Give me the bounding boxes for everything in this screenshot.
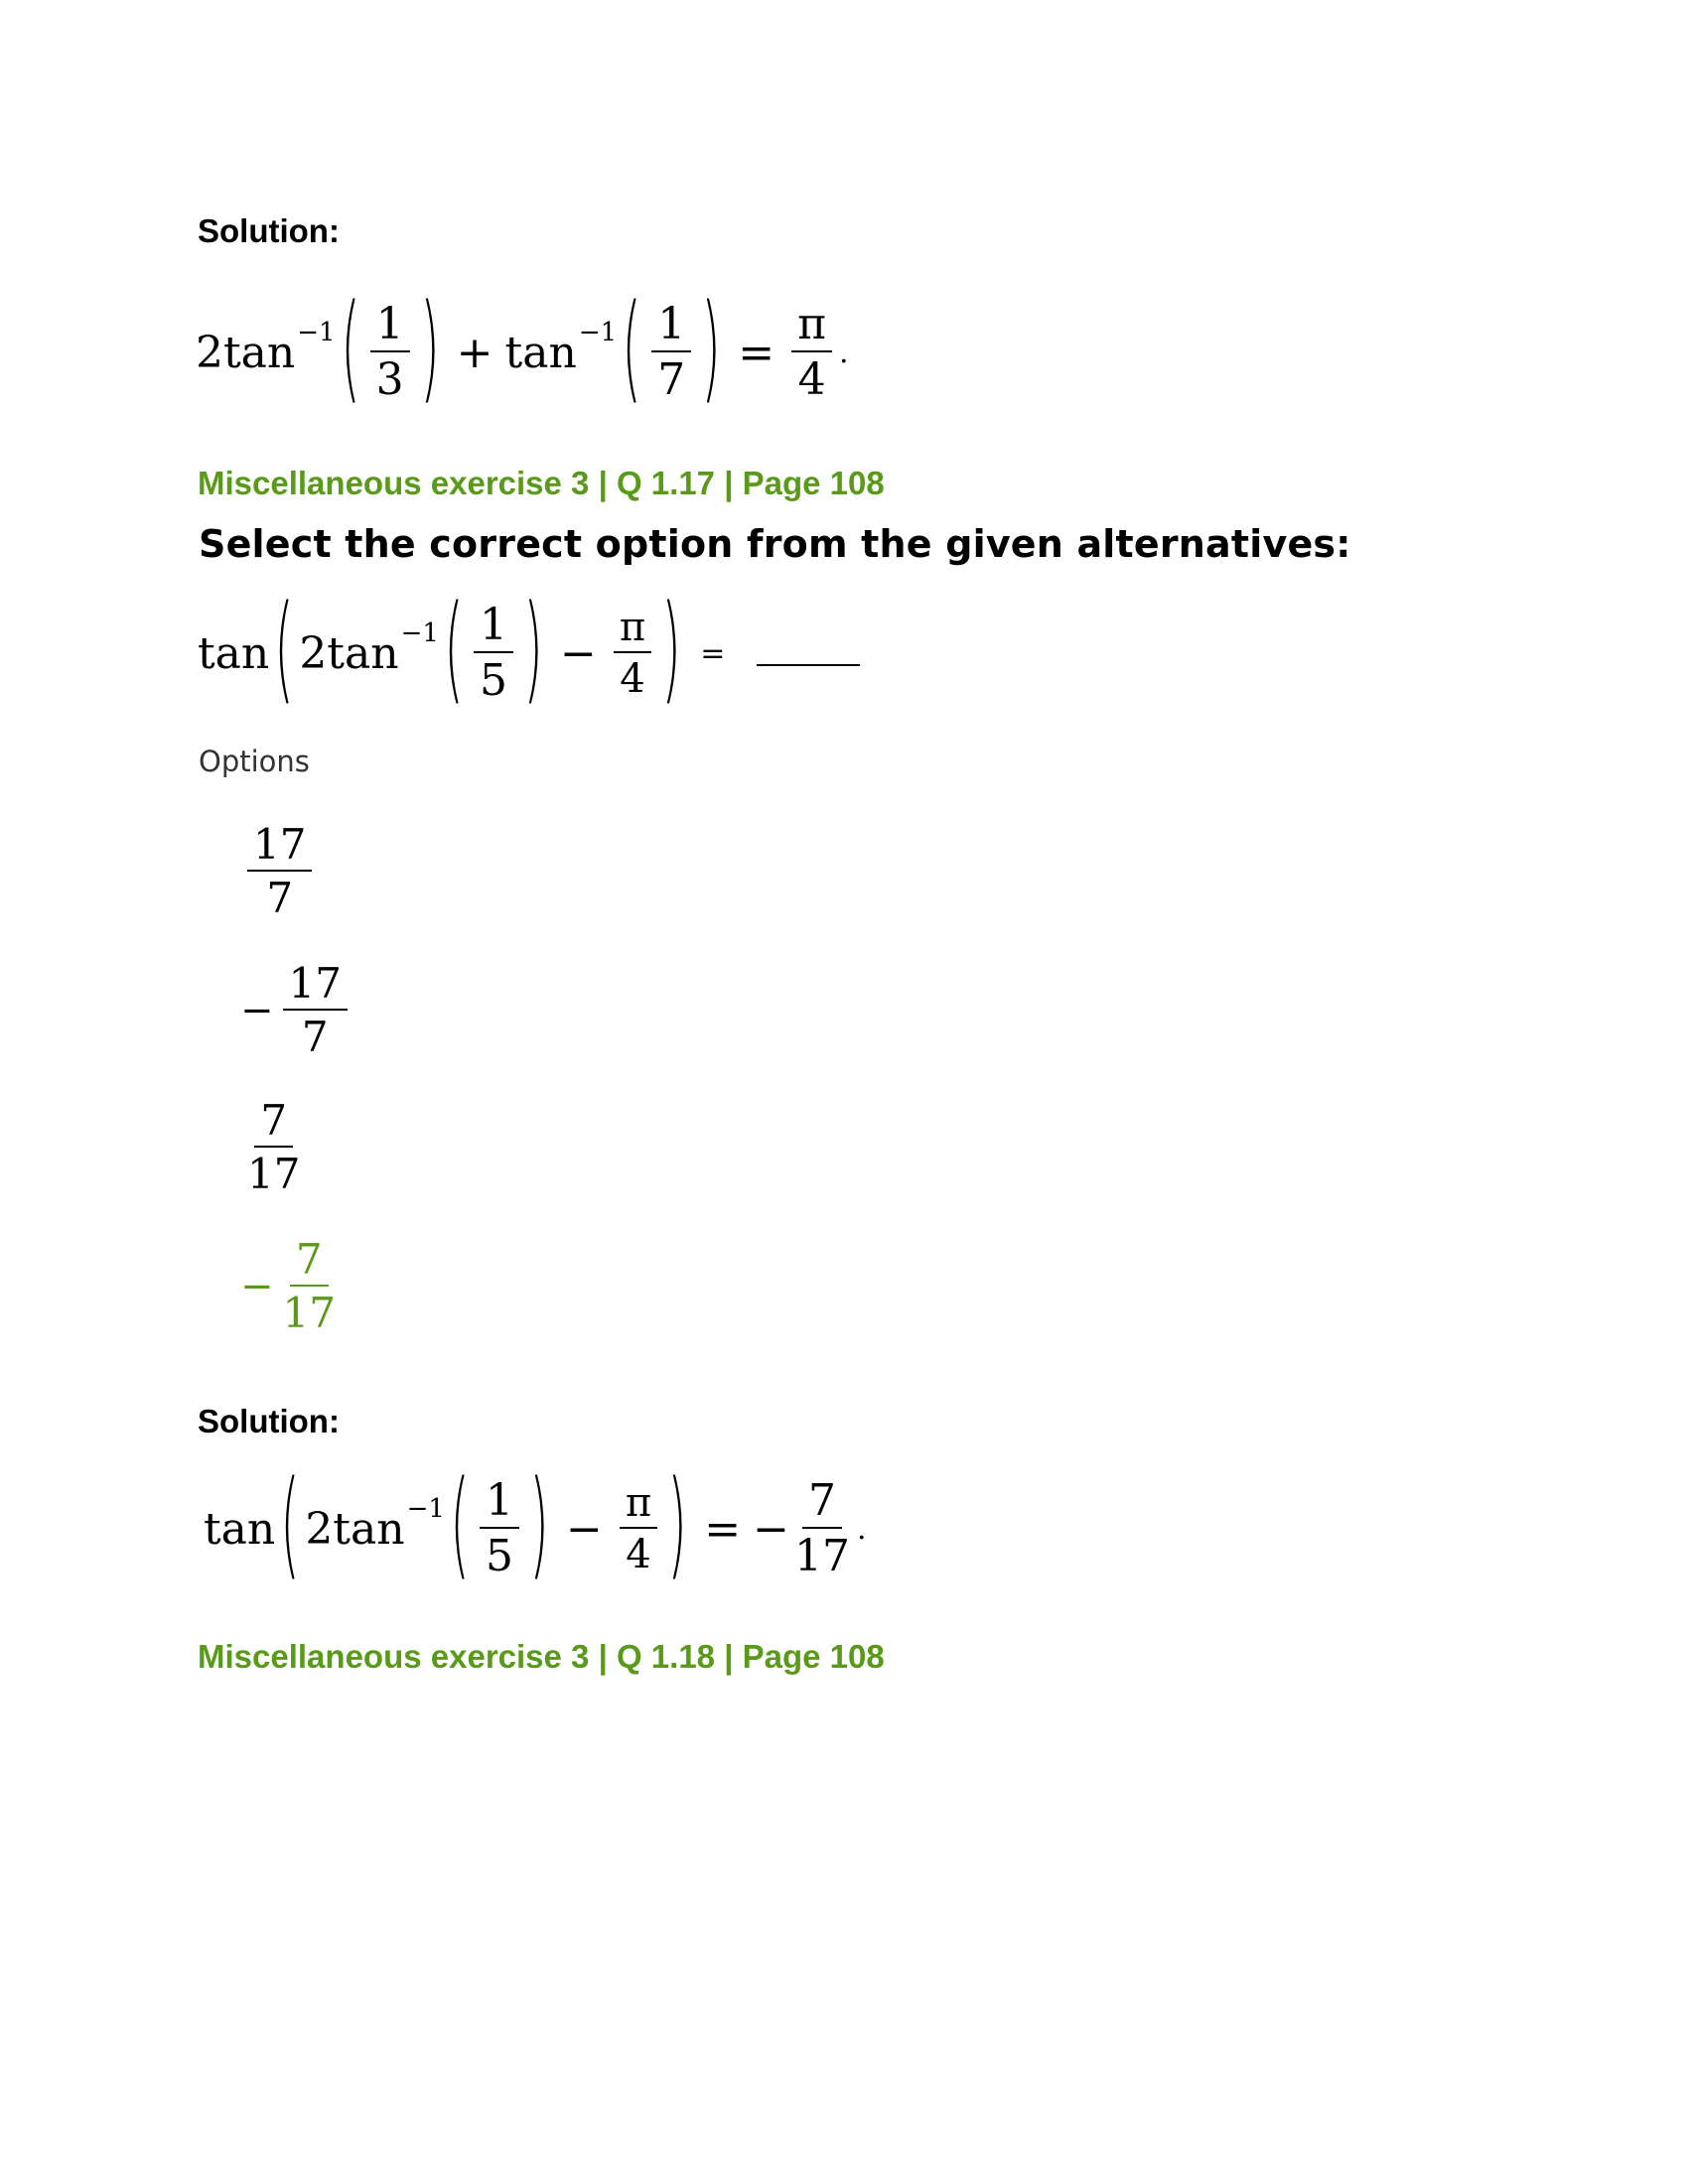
rhs-sign: − [753,1503,789,1555]
equals-sign: = [704,1503,742,1555]
option-sign: − [240,988,274,1033]
option-fraction: $\frac{17}{7}$ [247,824,312,919]
option-sign: − [240,1264,274,1309]
right-paren: ) [661,579,681,716]
left-paren: ( [340,278,360,415]
left-paren: ( [280,1454,300,1591]
fraction-one-fifth: $\frac{1}{5}$ [480,1479,519,1578]
plus-sign: + [456,327,493,378]
fraction-pi-over-4: $\frac{\pi}{4}$ [614,608,651,699]
fraction-one-seventh: $\frac{1}{7}$ [651,303,691,402]
right-paren: ) [701,278,721,415]
fn-2tan: 2tan [305,1503,405,1555]
solution-label: Solution: [198,1403,340,1439]
option-4-correct[interactable] [240,1235,341,1337]
question-reference-link[interactable]: Miscellaneous exercise 3 | Q 1.17 | Page 108 [198,465,885,501]
minus-sign: − [565,1503,603,1555]
minus-sign: − [559,627,597,679]
question-expression [198,579,860,718]
exponent: −1 [297,318,336,347]
option-fraction: $\frac{7}{17}$ [247,1096,301,1198]
fraction-one-fifth: $\frac{1}{5}$ [474,604,513,703]
fraction-pi-over-4: $\frac{\pi}{4}$ [791,303,832,402]
exponent: −1 [400,618,439,648]
left-paren: ( [622,278,641,415]
option-1[interactable] [242,820,317,922]
question-prompt: Select the correct option from the given alternatives: [199,522,1351,566]
right-paren: ) [667,1454,687,1591]
option-fraction: $\frac{7}{17}$ [282,1235,336,1337]
fn-2tan: 2tan [299,627,399,679]
fraction-pi-over-4: $\frac{\pi}{4}$ [620,1483,657,1574]
fn-tan: tan [504,327,577,378]
solution-equation-1 [196,278,849,417]
exponent: −1 [406,1494,445,1524]
options-label: Options [199,745,310,778]
option-2[interactable] [240,959,352,1061]
fn-tan: tan [198,627,270,679]
exponent: −1 [578,318,618,347]
period: . [856,1511,867,1547]
right-paren: ) [419,278,440,415]
fn-tan: tan [204,1503,276,1555]
fraction-seven-seventeenths: $\frac{7}{17}$ [793,1475,850,1581]
left-paren: ( [450,1454,470,1591]
option-3[interactable] [242,1096,305,1198]
left-paren: ( [274,579,294,716]
answer-blank [757,664,860,666]
period: . [839,335,849,370]
right-paren: ) [523,579,543,716]
equals-sign: = [738,327,775,378]
question-reference-link[interactable]: Miscellaneous exercise 3 | Q 1.18 | Page 108 [198,1638,885,1675]
equals-sign: = [700,635,726,671]
solution-equation-2 [204,1454,867,1593]
fraction-one-third: $\frac{1}{3}$ [370,303,410,402]
fn-2tan: 2tan [196,327,296,378]
solution-label: Solution: [198,212,340,249]
right-paren: ) [529,1454,549,1591]
option-fraction: $\frac{17}{7}$ [283,963,348,1058]
left-paren: ( [444,579,464,716]
